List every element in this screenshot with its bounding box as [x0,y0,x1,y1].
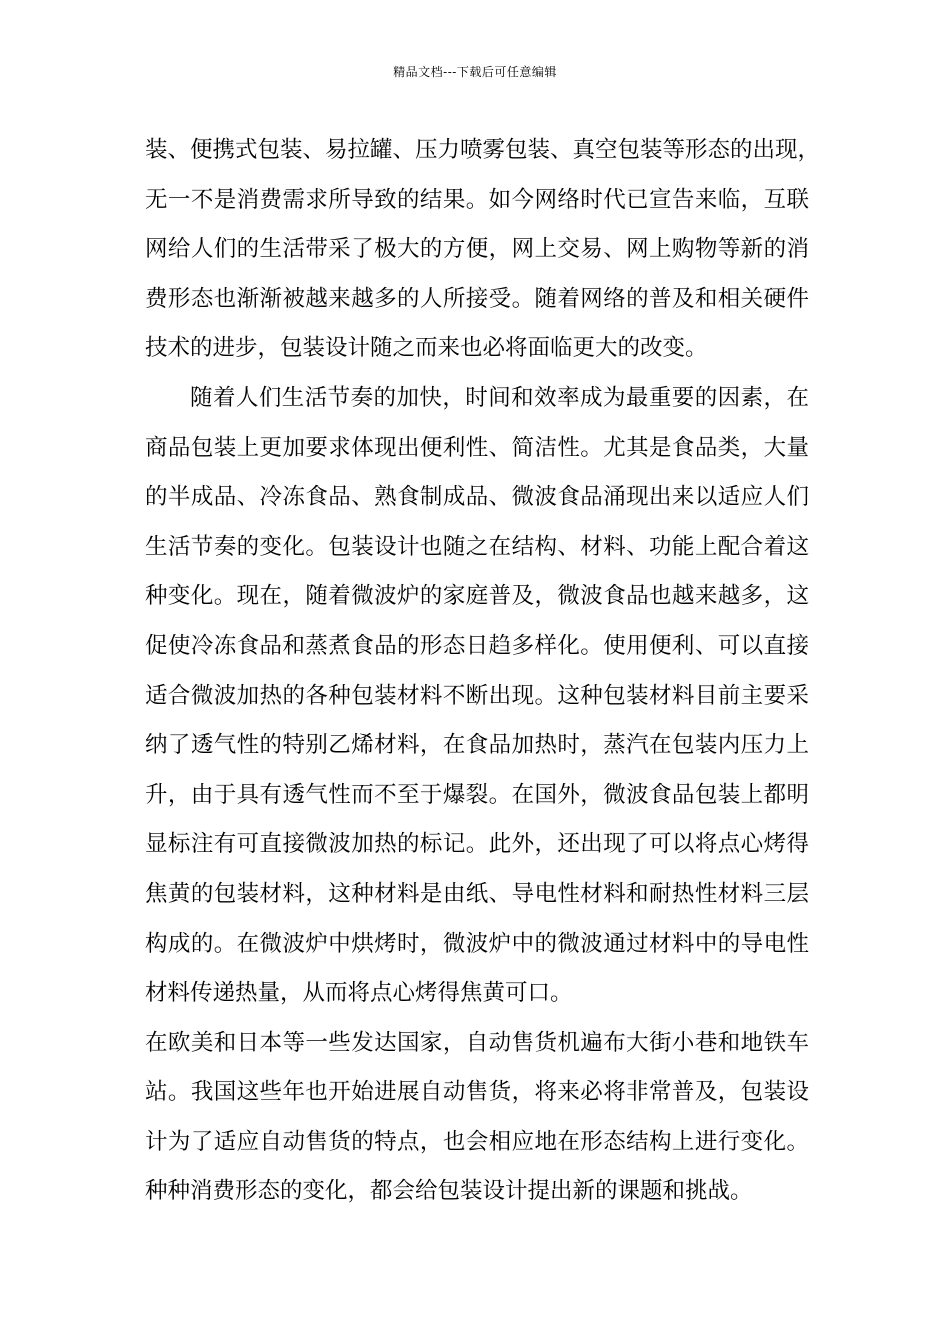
text-line: 生活节奏的变化。包装设计也随之在结构、材料、功能上配合着这 [145,533,809,560]
document-body [145,126,821,1217]
paragraph-2 [145,374,809,1019]
text-line: 商品包装上更加要求体现出便利性、简洁性。尤其是食品类，大量 [145,434,809,461]
text-line: 装、便携式包装、易拉罐、压力喷雾包装、真空包装等形态的出现， [145,137,821,163]
text-line: 纳了透气性的特别乙烯材料，在食品加热时，蒸汽在包装内压力上 [145,732,809,759]
paragraph-3 [145,1019,809,1217]
text-line: 促使冷冻食品和蒸煮食品的形态日趋多样化。使用便利、可以直接 [145,632,809,659]
paragraph-1 [145,126,821,374]
text-line: 显标注有可直接微波加热的标记。此外，还出现了可以将点心烤得 [145,831,809,858]
text-line: 随着人们生活节奏的加快，时间和效率成为最重要的因素，在 [190,384,809,411]
text-line: 种种消费形态的变化，都会给包装设计提出新的课题和挑战。 [145,1178,753,1205]
text-line: 网给人们的生活带采了极大的方便，网上交易、网上购物等新的消 [145,236,809,263]
text-line: 种变化。现在，随着微波炉的家庭普及，微波食品也越来越多，这 [145,583,809,610]
text-line: 在欧美和日本等一些发达国家，自动售货机遍布大街小巷和地铁车 [145,1029,809,1056]
text-line: 构成的。在微波炉中烘烤时，微波炉中的微波通过材料中的导电性 [145,930,809,957]
text-line: 焦黄的包装材料，这种材料是由纸、导电性材料和耐热性材料三层 [145,880,809,907]
text-line: 的半成品、冷冻食品、熟食制成品、微波食品涌现出来以适应人们 [145,484,809,511]
text-line: 无一不是消费需求所导致的结果。如今网络时代已宣告来临，互联 [145,186,809,213]
text-line: 计为了适应自动售货的特点，也会相应地在形态结构上进行变化。 [145,1128,809,1155]
text-line: 站。我国这些年也开始进展自动售货，将来必将非常普及，包装设 [145,1079,809,1106]
text-line: 适合微波加热的各种包装材料不断出现。这种包装材料目前主要采 [145,682,809,709]
text-line: 技术的进步，包装设计随之而来也必将面临更大的改变。 [145,335,708,362]
text-line: 升，由于具有透气性而不至于爆裂。在国外，微波食品包装上都明 [145,781,809,808]
text-line: 费形态也渐渐被越来越多的人所接受。随着网络的普及和相关硬件 [145,285,809,312]
text-line: 材料传递热量，从而将点心烤得焦黄可口。 [145,980,573,1007]
page-header: 精品文档---下载后可任意编辑 [393,65,557,79]
